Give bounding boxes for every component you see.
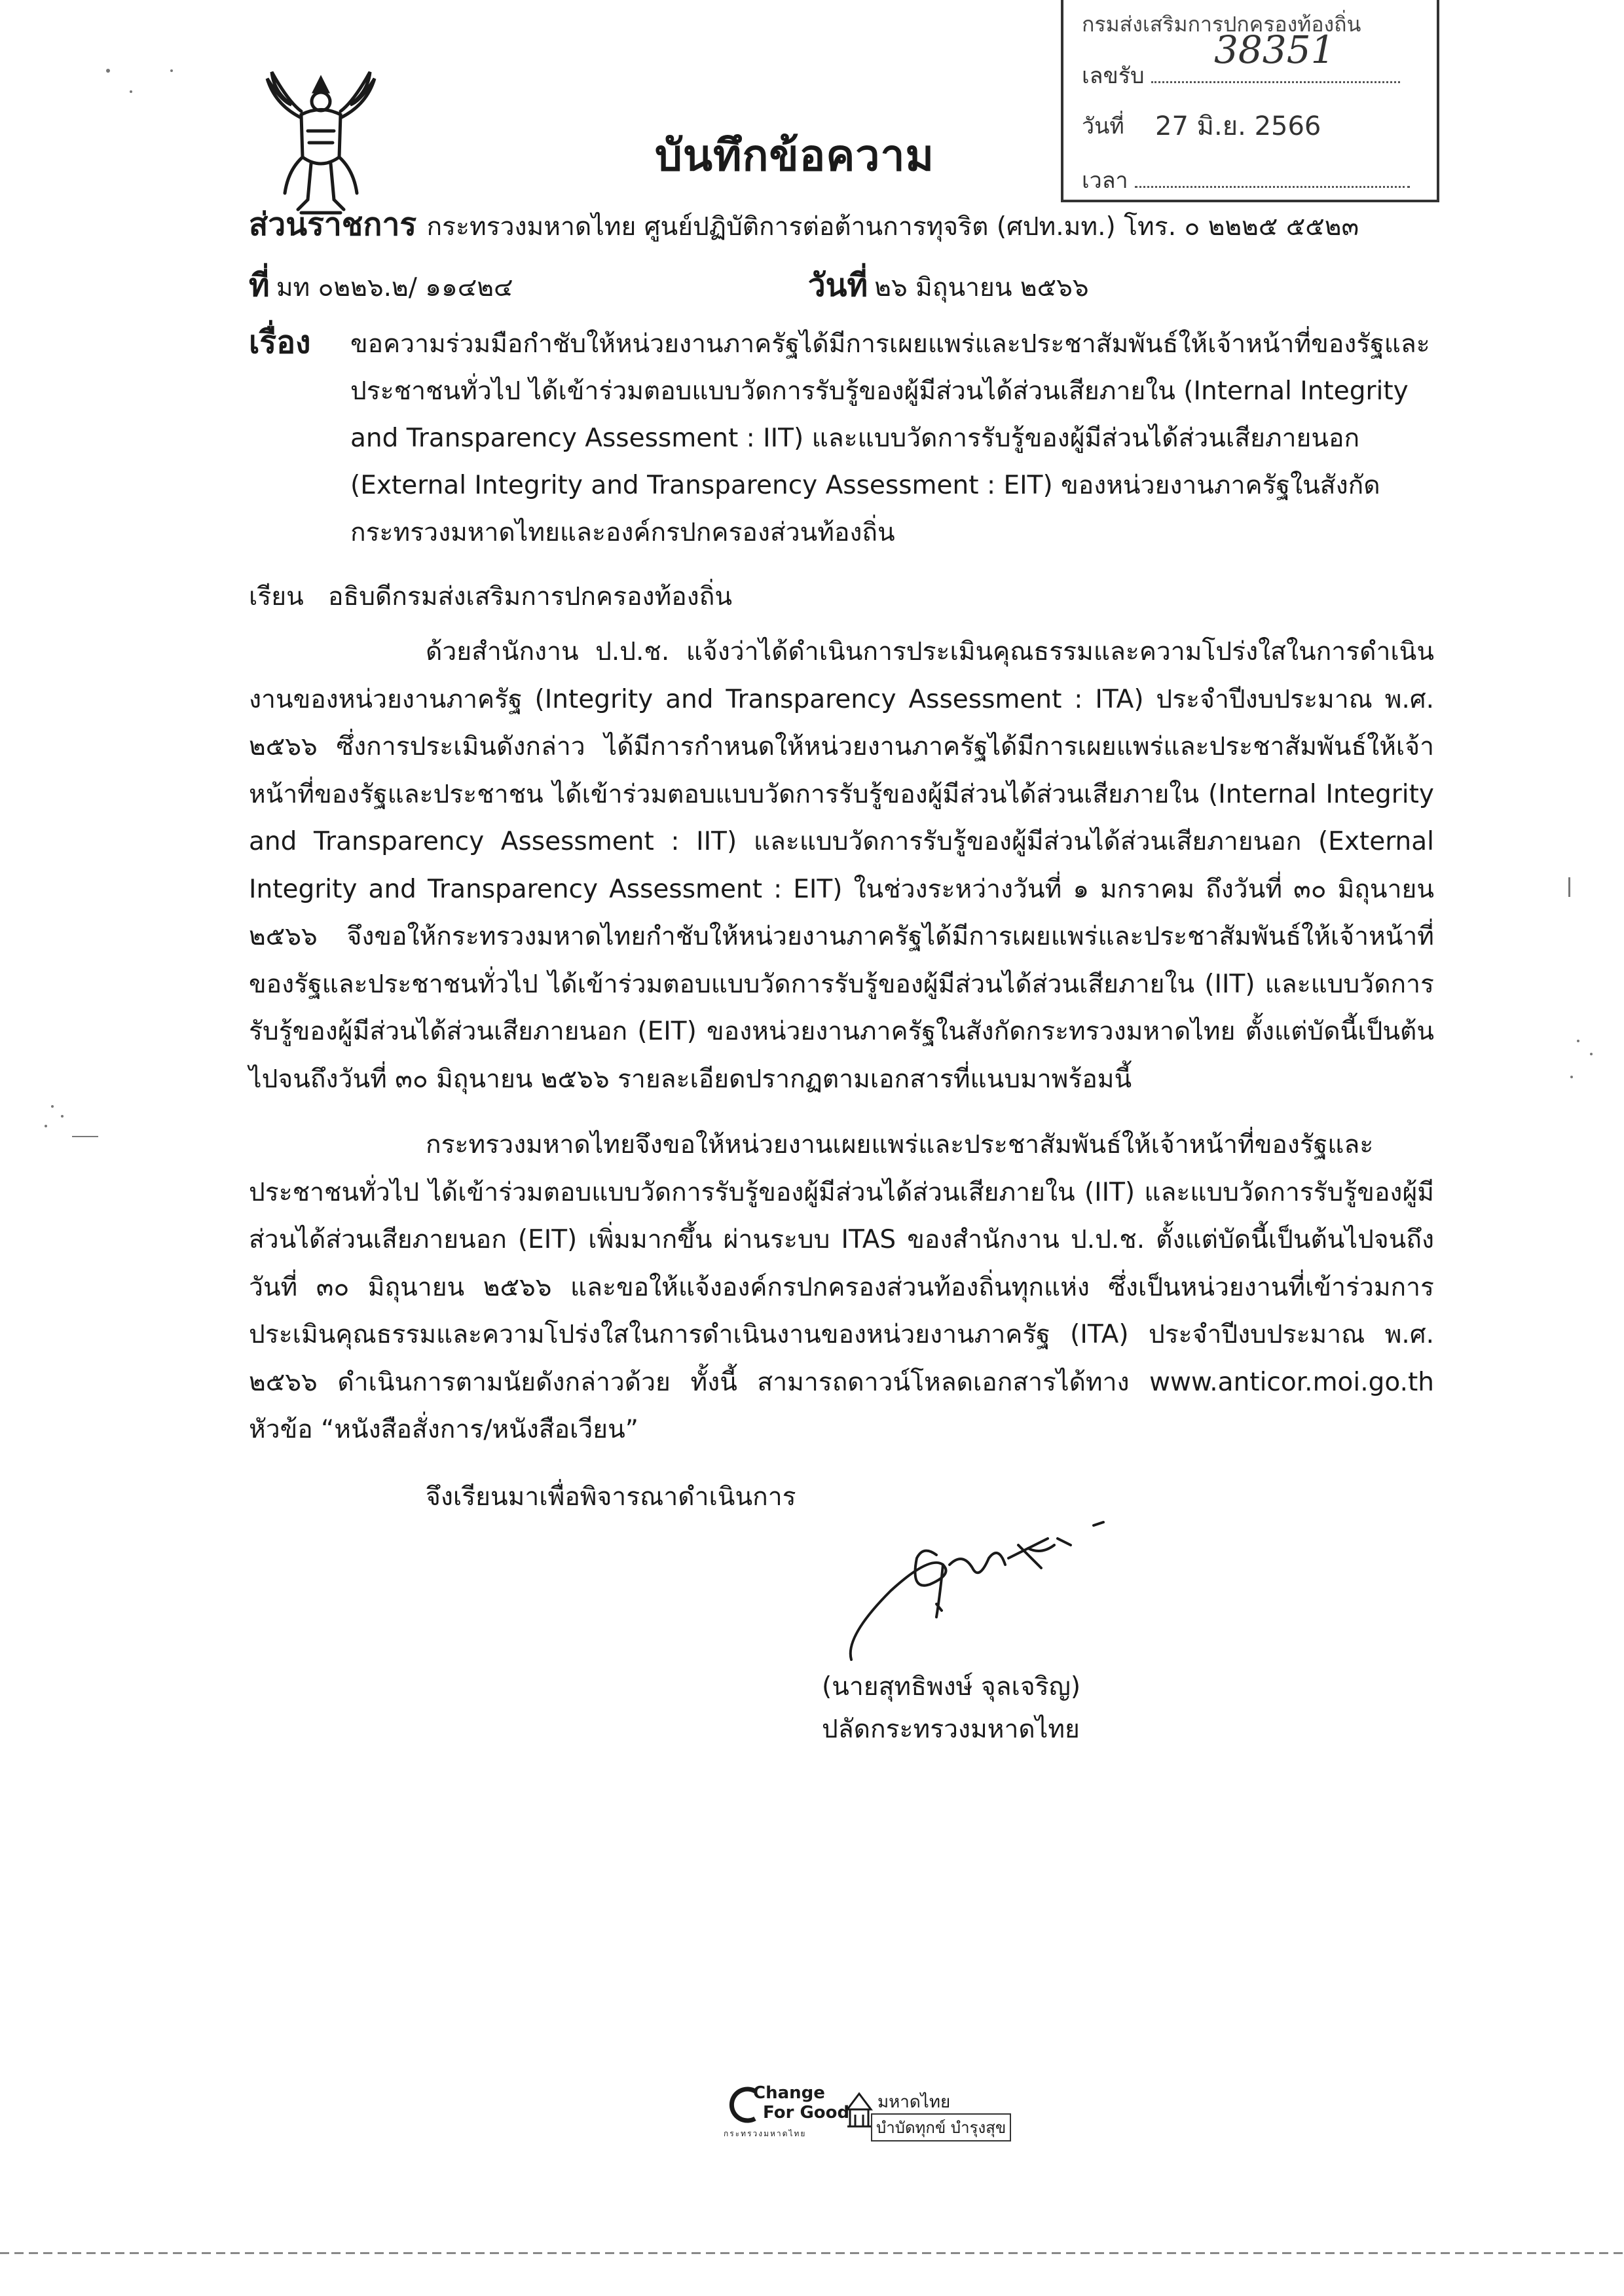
agency-label: ส่วนราชการ (249, 206, 417, 243)
moi-building-icon (845, 2090, 874, 2129)
footer-logos (724, 2082, 1064, 2147)
agency-row (249, 200, 1428, 249)
stamp-date-label: วันที่ (1082, 113, 1124, 139)
scan-edge-line (0, 2252, 1624, 2254)
memo-title: บันทึกข้อความ (655, 130, 935, 181)
document-number-row (249, 261, 1428, 310)
logo-for-good: For Good (763, 2103, 850, 2123)
addressee-text: อธิบดีกรมส่งเสริมการปกครองท้องถิ่น (328, 582, 732, 611)
signer-position: ปลัดกระทรวงมหาดไทย (822, 1715, 1080, 1744)
logo-change: Change (753, 2083, 825, 2103)
subject-text: ขอความร่วมมือกำชับให้หน่วยงานภาครัฐได้มีการเผยแพร่และประชาสัมพันธ์ให้เจ้าหน้าที่ของรัฐและประชาชนทั่วไป ได้เข้าร่วมตอบแบบวัดการรับรู้ของผู้มีส่วนได้ส่วนเสียภายใน (Internal Integrity and Transparency Assessment : IIT) และแบบวัดการรับรู้ของผู้มีส่วนได้ส่วนเสียภายนอก (External Integrity and Transparency Assessment : EIT) ของหน่วยงานภาครัฐในสังกัดกระทรวงมหาดไทยและองค์กรปกครองส่วนท้องถิ่น (350, 329, 1430, 547)
signer-name: (นายสุทธิพงษ์ จุลเจริญ) (822, 1672, 1081, 1702)
addressee-label: เรียน (249, 582, 304, 611)
logo-mahadthai: มหาดไทย (877, 2092, 951, 2112)
closing-line: จึงเรียนมาเพื่อพิจารณาดำเนินการ (426, 1482, 796, 1512)
document-number: มท ๐๒๒๖.๒/ ๑๑๔๒๔ (276, 273, 513, 302)
body-paragraph-2: กระทรวงมหาดไทยจึงขอให้หน่วยงานเผยแพร่และประชาสัมพันธ์ให้เจ้าหน้าที่ของรัฐและประชาชนทั่วไป ได้เข้าร่วมตอบแบบวัดการรับรู้ของผู้มีส่วนได้ส่วนเสียภายใน (IIT) และแบบวัดการรับรู้ของผู้มีส่วนได้ส่วนเสียภายนอก (EIT) เพิ่มมากขึ้น ผ่านระบบ ITAS ของสำนักงาน ป.ป.ช. ตั้งแต่บัดนี้เป็นต้นไปจนถึงวันที่ ๓๐ มิถุนายน ๒๕๖๖ และขอให้แจ้งองค์กรปกครองส่วนท้องถิ่นทุกแห่ง ซึ่งเป็นหน่วยงานที่เข้าร่วมการประเมินคุณธรรมและความโปร่งใสในการดำเนินงานของหน่วยงานภาครัฐ (ITA) ประจำปีงบประมาณ พ.ศ. ๒๕๖๖ ดำเนินการตามนัยดังกล่าวด้วย ทั้งนี้ สามารถดาวน์โหลดเอกสารได้ทาง www.anticor.moi.go.th หัวข้อ “หนังสือสั่งการ/หนังสือเวียน” (249, 1130, 1435, 1444)
stamp-date: 27 มิ.ย. 2566 (1155, 111, 1321, 141)
stamp-org: กรมส่งเสริมการปกครองท้องถิ่น (1082, 12, 1361, 37)
logo-ministry: กระทรวงมหาดไทย (724, 2129, 807, 2138)
memo-body (249, 629, 1434, 1472)
handwritten-signature (832, 1519, 1146, 1669)
receipt-stamp (1061, 0, 1439, 202)
stamp-time-label: เวลา (1082, 168, 1128, 194)
addressee-row (249, 576, 732, 617)
date-label: วันที่ (807, 267, 868, 304)
agency-text: กระทรวงมหาดไทย ศูนย์ปฏิบัติการต่อต้านการทุจริต (ศปท.มท.) โทร. ๐ ๒๒๒๕ ๕๕๒๓ (426, 212, 1359, 242)
stamp-number: 38351 (1214, 27, 1335, 72)
garuda-emblem-icon (262, 65, 380, 216)
body-paragraph-1: ด้วยสำนักงาน ป.ป.ช. แจ้งว่าได้ดำเนินการประเมินคุณธรรมและความโปร่งใสในการดำเนินงานของหน่วยงานภาครัฐ (Integrity and Transparency Assessment : ITA) ประจำปีงบประมาณ พ.ศ. ๒๕๖๖ ซึ่งการประเมินดังกล่าว ได้มีการกำหนดให้หน่วยงานภาครัฐได้มีการเผยแพร่และประชาสัมพันธ์ให้เจ้าหน้าที่ของรัฐและประชาชน ได้เข้าร่วมตอบแบบวัดการรับรู้ของผู้มีส่วนได้ส่วนเสียภายใน (Internal Integrity and Transparency Assessment : IIT) และแบบวัดการรับรู้ของผู้มีส่วนได้ส่วนเสียภายนอก (External Integrity and Transparency Assessment : EIT) ในช่วงระหว่างวันที่ ๑ มกราคม ถึงวันที่ ๓๐ มิถุนายน ๒๕๖๖ จึงขอให้กระทรวงมหาดไทยกำชับให้หน่วยงานภาครัฐได้มีการเผยแพร่และประชาสัมพันธ์ให้เจ้าหน้าที่ของรัฐและประชาชนทั่วไป ได้เข้าร่วมตอบแบบวัดการรับรู้ของผู้มีส่วนได้ส่วนเสียภายใน (IIT) และแบบวัดการรับรู้ของผู้มีส่วนได้ส่วนเสียภายนอก (EIT) ของหน่วยงานภาครัฐในสังกัดกระทรวงมหาดไทย ตั้งแต่บัดนี้เป็นต้นไปจนถึงวันที่ ๓๐ มิถุนายน ๒๕๖๖ รายละเอียดปรากฏตามเอกสารที่แนบมาพร้อมนี้ (249, 637, 1434, 1094)
subject-label: เรื่อง (249, 324, 311, 361)
stamp-number-label: เลขรับ (1082, 63, 1145, 89)
logo-motto: บำบัดทุกข์ บำรุงสุข (871, 2113, 1011, 2141)
document-date: ๒๖ มิถุนายน ๒๕๖๖ (874, 273, 1089, 302)
number-label: ที่ (249, 267, 270, 304)
